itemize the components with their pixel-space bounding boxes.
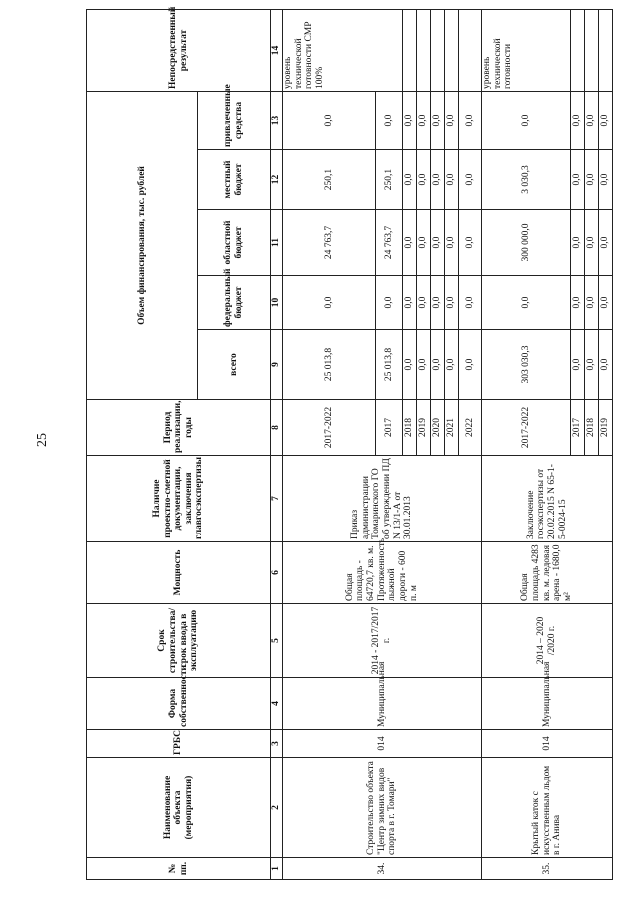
regional: 0,0 <box>403 210 417 276</box>
col-number: 5 <box>271 604 283 678</box>
col-number: 1 <box>271 858 283 880</box>
period: 2017-2022 <box>482 400 571 456</box>
attracted: 0,0 <box>482 92 571 150</box>
total: 0,0 <box>585 330 599 400</box>
object-name: Строительство объекта "Центр зимних видов спорта в г. Томари" <box>283 758 482 858</box>
header-capacity: Мощность <box>87 542 271 604</box>
result <box>459 10 482 92</box>
col-number: 4 <box>271 678 283 730</box>
period: 2017 <box>376 400 403 456</box>
attracted: 0,0 <box>599 92 613 150</box>
regional: 0,0 <box>599 210 613 276</box>
attracted: 0,0 <box>445 92 459 150</box>
federal: 0,0 <box>585 276 599 330</box>
header-local: местный бюджет <box>198 150 271 210</box>
federal: 0,0 <box>459 276 482 330</box>
col-number: 7 <box>271 456 283 542</box>
docs: Приказ администрации Томаринского ГО об утверждении ПД N 13/1-А от 30.01.2013 <box>283 456 482 542</box>
federal: 0,0 <box>431 276 445 330</box>
header-grbs: ГРБС <box>87 730 271 758</box>
attracted: 0,0 <box>585 92 599 150</box>
row-num: 34. <box>283 858 482 880</box>
federal: 0,0 <box>403 276 417 330</box>
federal: 0,0 <box>571 276 585 330</box>
local: 250,1 <box>376 150 403 210</box>
ownership: Муниципальная <box>283 678 482 730</box>
header-result: Непосредственный результат <box>87 10 271 92</box>
period: 2018 <box>585 400 599 456</box>
period: 2019 <box>417 400 431 456</box>
federal: 0,0 <box>599 276 613 330</box>
period: 2017 <box>571 400 585 456</box>
attracted: 0,0 <box>431 92 445 150</box>
federal: 0,0 <box>283 276 376 330</box>
regional: 0,0 <box>459 210 482 276</box>
local: 0,0 <box>599 150 613 210</box>
term: 2014 - 2017/2017 г. <box>283 604 482 678</box>
attracted: 0,0 <box>571 92 585 150</box>
result <box>403 10 417 92</box>
header-financing: Объем финансирования, тыс. рублей <box>87 92 198 400</box>
result <box>599 10 613 92</box>
total: 0,0 <box>445 330 459 400</box>
regional: 0,0 <box>585 210 599 276</box>
result <box>585 10 599 92</box>
local: 0,0 <box>459 150 482 210</box>
regional: 24 763,7 <box>283 210 376 276</box>
result <box>431 10 445 92</box>
federal: 0,0 <box>482 276 571 330</box>
attracted: 0,0 <box>403 92 417 150</box>
federal: 0,0 <box>417 276 431 330</box>
result <box>417 10 431 92</box>
attracted: 0,0 <box>417 92 431 150</box>
col-number: 13 <box>271 92 283 150</box>
total: 0,0 <box>571 330 585 400</box>
header-period: Период реализации, годы <box>87 400 271 456</box>
col-number: 12 <box>271 150 283 210</box>
period: 2018 <box>403 400 417 456</box>
page-number: 25 <box>35 433 50 447</box>
regional: 300 000,0 <box>482 210 571 276</box>
period: 2021 <box>445 400 459 456</box>
total: 0,0 <box>459 330 482 400</box>
attracted: 0,0 <box>376 92 403 150</box>
regional: 0,0 <box>445 210 459 276</box>
financing-table <box>86 6 613 880</box>
local: 0,0 <box>403 150 417 210</box>
col-number: 10 <box>271 276 283 330</box>
header-num: № пп. <box>87 858 271 880</box>
total: 0,0 <box>403 330 417 400</box>
object-name: Крытый каток с искусственным льдом в г. Анива <box>482 758 613 858</box>
regional: 0,0 <box>431 210 445 276</box>
header-total: всего <box>198 330 271 400</box>
result <box>571 10 585 92</box>
local: 250,1 <box>283 150 376 210</box>
col-number: 6 <box>271 542 283 604</box>
result: уровень технической готовности СМР 100% <box>283 10 403 92</box>
regional: 0,0 <box>417 210 431 276</box>
ownership: Муниципальная <box>482 678 613 730</box>
attracted: 0,0 <box>459 92 482 150</box>
col-number: 8 <box>271 400 283 456</box>
column-number-row <box>271 10 283 880</box>
row-num: 35. <box>482 858 613 880</box>
total: 303 030,3 <box>482 330 571 400</box>
local: 0,0 <box>431 150 445 210</box>
period: 2022 <box>459 400 482 456</box>
grbs-code: 014 <box>283 730 482 758</box>
col-number: 14 <box>271 10 283 92</box>
regional: 0,0 <box>571 210 585 276</box>
local: 3 030,3 <box>482 150 571 210</box>
regional: 24 763,7 <box>376 210 403 276</box>
period: 2020 <box>431 400 445 456</box>
table-row <box>283 10 376 880</box>
header-attracted: привлеченные средства <box>198 92 271 150</box>
capacity: Общая площадь 4283 кв. м. ледовая арена - 1680,0 м² <box>482 542 613 604</box>
docs: Заключение госэкспертизы от 20.02.2015 N 65-1-5-0024-15 <box>482 456 613 542</box>
rotated-table-wrapper <box>86 6 626 880</box>
header-name: Наименование объекта (мероприятия) <box>87 758 271 858</box>
local: 0,0 <box>417 150 431 210</box>
period: 2017-2022 <box>283 400 376 456</box>
total: 0,0 <box>431 330 445 400</box>
result: уровень технической готовности <box>482 10 571 92</box>
period: 2019 <box>599 400 613 456</box>
total: 25 013,8 <box>283 330 376 400</box>
term: 2014 – 2020 /2020 г. <box>482 604 613 678</box>
result <box>445 10 459 92</box>
federal: 0,0 <box>376 276 403 330</box>
header-federal: федеральный бюджет <box>198 276 271 330</box>
local: 0,0 <box>585 150 599 210</box>
header-regional: областной бюджет <box>198 210 271 276</box>
col-number: 9 <box>271 330 283 400</box>
total: 0,0 <box>599 330 613 400</box>
header-ownership: Форма собственности <box>87 678 271 730</box>
local: 0,0 <box>445 150 459 210</box>
capacity: Общая площадь - 64720,7 кв. м. Протяженность лыжной дороги - 600 п. м <box>283 542 482 604</box>
total: 25 013,8 <box>376 330 403 400</box>
col-number: 11 <box>271 210 283 276</box>
federal: 0,0 <box>445 276 459 330</box>
total: 0,0 <box>417 330 431 400</box>
table-body <box>283 10 613 880</box>
col-number: 3 <box>271 730 283 758</box>
header-term: Срок строительства/срок ввода в эксплуатацию <box>87 604 271 678</box>
header-docs: Наличие проектно-сметной документации, заключения главгосэкспертизы <box>87 456 271 542</box>
col-number: 2 <box>271 758 283 858</box>
grbs-code: 014 <box>482 730 613 758</box>
table-row <box>482 10 571 880</box>
attracted: 0,0 <box>283 92 376 150</box>
local: 0,0 <box>571 150 585 210</box>
